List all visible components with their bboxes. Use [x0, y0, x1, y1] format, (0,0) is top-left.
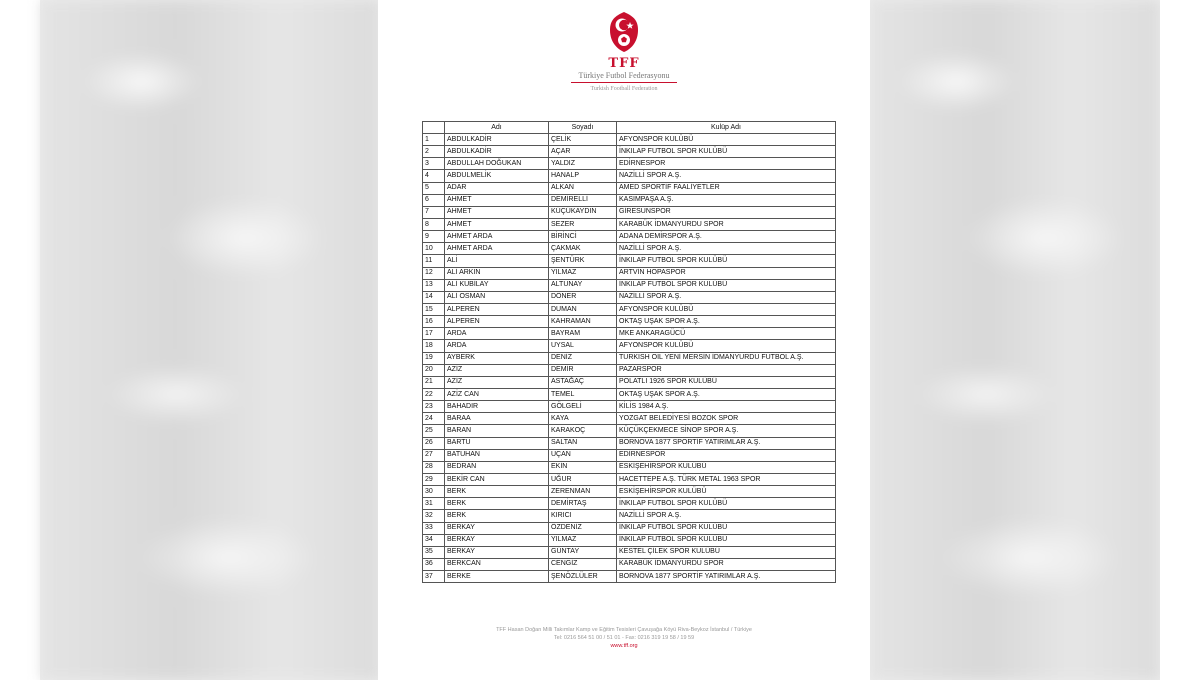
- first-name-cell: BERKCAN: [445, 558, 549, 570]
- last-name-cell: KAHRAMAN: [549, 316, 617, 328]
- club-name-cell: AFYONSPOR KULÜBÜ: [617, 340, 836, 352]
- first-name-cell: BERK: [445, 498, 549, 510]
- first-name-cell: AHMET: [445, 194, 549, 206]
- header-divider: [571, 82, 677, 83]
- first-name-cell: AZİZ: [445, 364, 549, 376]
- first-name-cell: BERKE: [445, 571, 549, 583]
- first-name-cell: ALİ KUBİLAY: [445, 279, 549, 291]
- club-name-cell: OKTAŞ UŞAK SPOR A.Ş.: [617, 316, 836, 328]
- player-list-table: [422, 121, 836, 583]
- first-name-cell: ABDULKADİR: [445, 146, 549, 158]
- row-number: 7: [423, 206, 445, 218]
- last-name-cell: DEMİRELLİ: [549, 194, 617, 206]
- last-name-cell: DEMİR: [549, 364, 617, 376]
- first-name-cell: ALİ OSMAN: [445, 291, 549, 303]
- table-row: [423, 546, 836, 558]
- club-name-cell: AMED SPORTİF FAALİYETLER: [617, 182, 836, 194]
- row-number: 18: [423, 340, 445, 352]
- row-number: 25: [423, 425, 445, 437]
- row-number: 28: [423, 461, 445, 473]
- first-name-cell: BARTU: [445, 437, 549, 449]
- table-row: [423, 158, 836, 170]
- last-name-cell: KÜÇÜKAYDIN: [549, 206, 617, 218]
- table-row: [423, 413, 836, 425]
- blurred-background-right: [870, 0, 1160, 680]
- club-name-cell: BORNOVA 1877 SPORTİF YATIRIMLAR A.Ş.: [617, 437, 836, 449]
- first-name-cell: AZİZ: [445, 376, 549, 388]
- club-name-cell: AFYONSPOR KULÜBÜ: [617, 303, 836, 315]
- club-name-cell: AFYONSPOR KULÜBÜ: [617, 134, 836, 146]
- first-name-cell: BEDRAN: [445, 461, 549, 473]
- first-name-cell: BERKAY: [445, 522, 549, 534]
- first-name-cell: BATUHAN: [445, 449, 549, 461]
- first-name-cell: AHMET ARDA: [445, 243, 549, 255]
- last-name-cell: DENİZ: [549, 352, 617, 364]
- club-name-cell: ESKİŞEHİRSPOR KULÜBÜ: [617, 486, 836, 498]
- last-name-cell: ÇELİK: [549, 134, 617, 146]
- table-row: [423, 255, 836, 267]
- club-name-cell: NAZİLLİ SPOR A.Ş.: [617, 291, 836, 303]
- row-number: 34: [423, 534, 445, 546]
- row-number: 11: [423, 255, 445, 267]
- last-name-cell: AÇAR: [549, 146, 617, 158]
- last-name-cell: CENGİZ: [549, 558, 617, 570]
- first-name-cell: ARDA: [445, 340, 549, 352]
- blurred-background-left: [40, 0, 380, 680]
- row-number: 10: [423, 243, 445, 255]
- row-number: 30: [423, 486, 445, 498]
- club-name-cell: İNKILAP FUTBOL SPOR KULÜBÜ: [617, 146, 836, 158]
- first-name-cell: BERKAY: [445, 534, 549, 546]
- table-row: [423, 388, 836, 400]
- row-number: 8: [423, 218, 445, 230]
- row-number: 36: [423, 558, 445, 570]
- last-name-cell: ŞENÖZLÜLER: [549, 571, 617, 583]
- column-header-club: Kulüp Adı: [617, 122, 836, 134]
- first-name-cell: BEKİR CAN: [445, 473, 549, 485]
- last-name-cell: ASTAĞAÇ: [549, 376, 617, 388]
- table-row: [423, 571, 836, 583]
- first-name-cell: AHMET: [445, 206, 549, 218]
- first-name-cell: BERK: [445, 510, 549, 522]
- row-number: 6: [423, 194, 445, 206]
- row-number: 4: [423, 170, 445, 182]
- first-name-cell: AYBERK: [445, 352, 549, 364]
- club-name-cell: KARABÜK İDMANYURDU SPOR: [617, 558, 836, 570]
- first-name-cell: ARDA: [445, 328, 549, 340]
- last-name-cell: KARAKOÇ: [549, 425, 617, 437]
- club-name-cell: İNKILAP FUTBOL SPOR KULÜBÜ: [617, 279, 836, 291]
- row-number: 22: [423, 388, 445, 400]
- table-row: [423, 243, 836, 255]
- last-name-cell: YALDIZ: [549, 158, 617, 170]
- footer-contact: Tel: 0216 564 51 00 / 51 01 - Fax: 0216 319 19 58 / 19 59: [553, 635, 695, 641]
- club-name-cell: NAZİLLİ SPOR A.Ş.: [617, 170, 836, 182]
- table-row: [423, 449, 836, 461]
- page-footer: [378, 626, 870, 650]
- club-name-cell: KESTEL ÇİLEK SPOR KULÜBÜ: [617, 546, 836, 558]
- table-row: [423, 437, 836, 449]
- row-number: 9: [423, 231, 445, 243]
- club-name-cell: OKTAŞ UŞAK SPOR A.Ş.: [617, 388, 836, 400]
- row-number: 13: [423, 279, 445, 291]
- table-row: [423, 340, 836, 352]
- last-name-cell: BİRİNCİ: [549, 231, 617, 243]
- row-number: 17: [423, 328, 445, 340]
- table-row: [423, 401, 836, 413]
- table-row: [423, 231, 836, 243]
- club-name-cell: KARABÜK İDMANYURDU SPOR: [617, 218, 836, 230]
- row-number: 19: [423, 352, 445, 364]
- row-number: 20: [423, 364, 445, 376]
- club-name-cell: İNKILAP FUTBOL SPOR KULÜBÜ: [617, 498, 836, 510]
- footer-website: www.tff.org: [610, 643, 638, 649]
- club-name-cell: ARTVİN HOPASPOR: [617, 267, 836, 279]
- row-number: 2: [423, 146, 445, 158]
- row-number: 37: [423, 571, 445, 583]
- tff-crest-icon: [607, 10, 641, 54]
- table-row: [423, 316, 836, 328]
- table-row: [423, 328, 836, 340]
- table-row: [423, 182, 836, 194]
- last-name-cell: SEZER: [549, 218, 617, 230]
- club-name-cell: İNKILAP FUTBOL SPOR KULÜBÜ: [617, 255, 836, 267]
- table-row: [423, 473, 836, 485]
- last-name-cell: YILMAZ: [549, 267, 617, 279]
- column-header-number: [423, 122, 445, 134]
- last-name-cell: ZERENMAN: [549, 486, 617, 498]
- table-row: [423, 218, 836, 230]
- first-name-cell: ALPEREN: [445, 303, 549, 315]
- first-name-cell: ABDULLAH DOĞUKAN: [445, 158, 549, 170]
- club-name-cell: İNKILAP FUTBOL SPOR KULÜBÜ: [617, 522, 836, 534]
- row-number: 24: [423, 413, 445, 425]
- last-name-cell: KAYA: [549, 413, 617, 425]
- last-name-cell: UÇAN: [549, 449, 617, 461]
- table-row: [423, 352, 836, 364]
- club-name-cell: BORNOVA 1877 SPORTİF YATIRIMLAR A.Ş.: [617, 571, 836, 583]
- club-name-cell: NAZİLLİ SPOR A.Ş.: [617, 243, 836, 255]
- last-name-cell: HANALP: [549, 170, 617, 182]
- last-name-cell: TEMEL: [549, 388, 617, 400]
- row-number: 33: [423, 522, 445, 534]
- column-header-first-name: Adı: [445, 122, 549, 134]
- club-name-cell: HACETTEPE A.Ş. TÜRK METAL 1963 SPOR: [617, 473, 836, 485]
- table-body: [423, 134, 836, 583]
- table-row: [423, 134, 836, 146]
- row-number: 35: [423, 546, 445, 558]
- footer-address: TFF Hasan Doğan Milli Takımlar Kamp ve Eğitim Tesisleri Çavuşağa Köyü Riva-Beykoz İstanbul / Türkiye: [496, 627, 752, 633]
- club-name-cell: YOZGAT BELEDİYESİ BOZOK SPOR: [617, 413, 836, 425]
- first-name-cell: AHMET: [445, 218, 549, 230]
- club-name-cell: İNKILAP FUTBOL SPOR KULÜBÜ: [617, 534, 836, 546]
- table-row: [423, 558, 836, 570]
- left-margin: [0, 0, 40, 680]
- federation-name-tr: Türkiye Futbol Federasyonu: [578, 71, 670, 80]
- first-name-cell: ALPEREN: [445, 316, 549, 328]
- club-name-cell: NAZİLLİ SPOR A.Ş.: [617, 510, 836, 522]
- first-name-cell: BERKAY: [445, 546, 549, 558]
- row-number: 1: [423, 134, 445, 146]
- table-row: [423, 522, 836, 534]
- club-name-cell: PAZARSPOR: [617, 364, 836, 376]
- club-name-cell: KÜÇÜKÇEKMECE SİNOP SPOR A.Ş.: [617, 425, 836, 437]
- right-margin: [1160, 0, 1200, 680]
- row-number: 23: [423, 401, 445, 413]
- first-name-cell: ALİ: [445, 255, 549, 267]
- table-row: [423, 510, 836, 522]
- last-name-cell: ALKAN: [549, 182, 617, 194]
- club-name-cell: EDİRNESPOR: [617, 158, 836, 170]
- last-name-cell: YILMAZ: [549, 534, 617, 546]
- first-name-cell: ABDULMELİK: [445, 170, 549, 182]
- document-page: [378, 0, 870, 680]
- first-name-cell: ABDULKADİR: [445, 134, 549, 146]
- club-name-cell: ESKİŞEHİRSPOR KULÜBÜ: [617, 461, 836, 473]
- club-name-cell: MKE ANKARAGÜCÜ: [617, 328, 836, 340]
- first-name-cell: AHMET ARDA: [445, 231, 549, 243]
- table-row: [423, 461, 836, 473]
- last-name-cell: DÖNER: [549, 291, 617, 303]
- club-name-cell: GİRESUNSPOR: [617, 206, 836, 218]
- table-row: [423, 364, 836, 376]
- first-name-cell: BERK: [445, 486, 549, 498]
- last-name-cell: DEMİRTAŞ: [549, 498, 617, 510]
- table-row: [423, 291, 836, 303]
- column-header-last-name: Soyadı: [549, 122, 617, 134]
- table-row: [423, 486, 836, 498]
- last-name-cell: BAYRAM: [549, 328, 617, 340]
- row-number: 27: [423, 449, 445, 461]
- row-number: 21: [423, 376, 445, 388]
- first-name-cell: AZİZ CAN: [445, 388, 549, 400]
- row-number: 31: [423, 498, 445, 510]
- last-name-cell: SALTAN: [549, 437, 617, 449]
- row-number: 16: [423, 316, 445, 328]
- first-name-cell: BARAN: [445, 425, 549, 437]
- last-name-cell: EKİN: [549, 461, 617, 473]
- last-name-cell: DUMAN: [549, 303, 617, 315]
- first-name-cell: ADAR: [445, 182, 549, 194]
- club-name-cell: POLATLI 1926 SPOR KULÜBÜ: [617, 376, 836, 388]
- table-row: [423, 194, 836, 206]
- club-name-cell: KASIMPAŞA A.Ş.: [617, 194, 836, 206]
- first-name-cell: BAHADIR: [445, 401, 549, 413]
- row-number: 32: [423, 510, 445, 522]
- last-name-cell: ÇAKMAK: [549, 243, 617, 255]
- last-name-cell: ŞENTÜRK: [549, 255, 617, 267]
- table-header-row: [423, 122, 836, 134]
- last-name-cell: UĞUR: [549, 473, 617, 485]
- brand-name: TFF: [608, 56, 640, 71]
- row-number: 15: [423, 303, 445, 315]
- table-row: [423, 170, 836, 182]
- row-number: 29: [423, 473, 445, 485]
- table-row: [423, 498, 836, 510]
- club-name-cell: KİLİS 1984 A.Ş.: [617, 401, 836, 413]
- club-name-cell: TURKISH OIL YENİ MERSİN İDMANYURDU FUTBOL A.Ş.: [617, 352, 836, 364]
- letterhead: [378, 10, 870, 93]
- first-name-cell: BARAA: [445, 413, 549, 425]
- last-name-cell: ÖZDENİZ: [549, 522, 617, 534]
- table-row: [423, 425, 836, 437]
- first-name-cell: ALİ ARKIN: [445, 267, 549, 279]
- federation-name-en: Turkish Football Federation: [590, 86, 658, 92]
- table-row: [423, 267, 836, 279]
- table-row: [423, 146, 836, 158]
- last-name-cell: GÜNTAY: [549, 546, 617, 558]
- last-name-cell: KIRICI: [549, 510, 617, 522]
- last-name-cell: UYSAL: [549, 340, 617, 352]
- table-row: [423, 376, 836, 388]
- last-name-cell: GÖLGELİ: [549, 401, 617, 413]
- last-name-cell: ALTUNAY: [549, 279, 617, 291]
- table-row: [423, 279, 836, 291]
- table-row: [423, 534, 836, 546]
- table-row: [423, 303, 836, 315]
- row-number: 5: [423, 182, 445, 194]
- table-row: [423, 206, 836, 218]
- row-number: 14: [423, 291, 445, 303]
- row-number: 3: [423, 158, 445, 170]
- row-number: 12: [423, 267, 445, 279]
- club-name-cell: EDİRNESPOR: [617, 449, 836, 461]
- club-name-cell: ADANA DEMİRSPOR A.Ş.: [617, 231, 836, 243]
- row-number: 26: [423, 437, 445, 449]
